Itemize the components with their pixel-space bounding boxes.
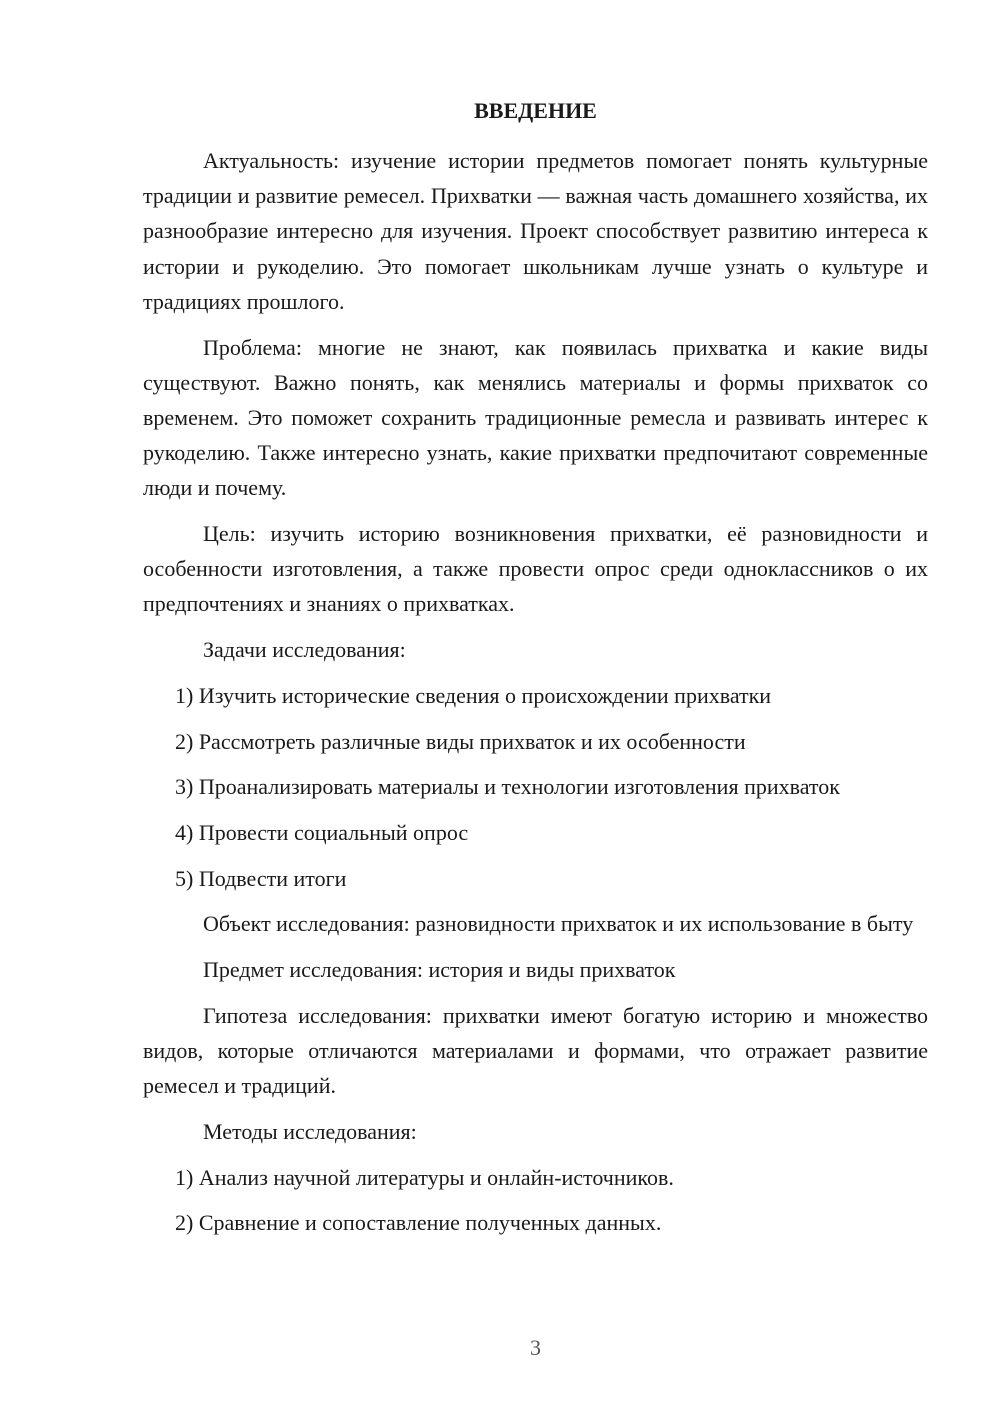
tasks-heading: Задачи исследования: bbox=[203, 637, 406, 663]
paragraph-hypothesis: Гипотеза исследования: прихватки имеют богатую историю и множество видов, которые отличаются материалами и формами, что отражает развитие ремесел и традиций. bbox=[143, 1002, 928, 1099]
document-page bbox=[143, 0, 928, 1414]
section-title: ВВЕДЕНИЕ bbox=[474, 98, 597, 123]
document-body bbox=[143, 143, 928, 1251]
task-item-1: 1) Изучить исторические сведения о происхождении прихватки bbox=[175, 682, 772, 708]
paragraph-problem: Проблема: многие не знают, как появилась прихватка и какие виды существуют. Важно понять, как менялись материалы и формы прихваток со временем. Это поможет сохранить традиционные ремесла и развивать интерес к рукоделию. Также интересно узнать, какие прихватки предпочитают современные люди и почему. bbox=[143, 334, 928, 501]
task-item-3: 3) Проанализировать материалы и технологии изготовления прихваток bbox=[175, 774, 840, 800]
method-item-2: 2) Сравнение и сопоставление полученных данных. bbox=[175, 1210, 662, 1236]
method-item-1: 1) Анализ научной литературы и онлайн-источников. bbox=[175, 1164, 674, 1190]
paragraph-subject: Предмет исследования: история и виды прихваток bbox=[203, 957, 676, 983]
paragraph-relevance: Актуальность: изучение истории предметов помогает понять культурные традиции и развитие ремесел. Прихватки — важная часть домашнего хозяйства, их разнообразие интересно для изучения. Проект способствует развитию интереса к истории и рукоделию. Это помогает школьникам лучше узнать о культуре и традициях прошлого. bbox=[143, 148, 928, 314]
task-item-4: 4) Провести социальный опрос bbox=[175, 819, 469, 845]
task-item-2: 2) Рассмотреть различные виды прихваток и их особенности bbox=[175, 728, 746, 754]
paragraph-object: Объект исследования: разновидности прихваток и их использование в быту bbox=[203, 911, 914, 937]
page-number: 3 bbox=[530, 1335, 541, 1360]
methods-heading: Методы исследования: bbox=[203, 1118, 417, 1144]
paragraph-goal: Цель: изучить историю возникновения прихватки, её разновидности и особенности изготовления, а также провести опрос среди одноклассников о их предпочтениях и знаниях о прихватках. bbox=[143, 521, 928, 617]
task-item-5: 5) Подвести итоги bbox=[175, 865, 347, 891]
